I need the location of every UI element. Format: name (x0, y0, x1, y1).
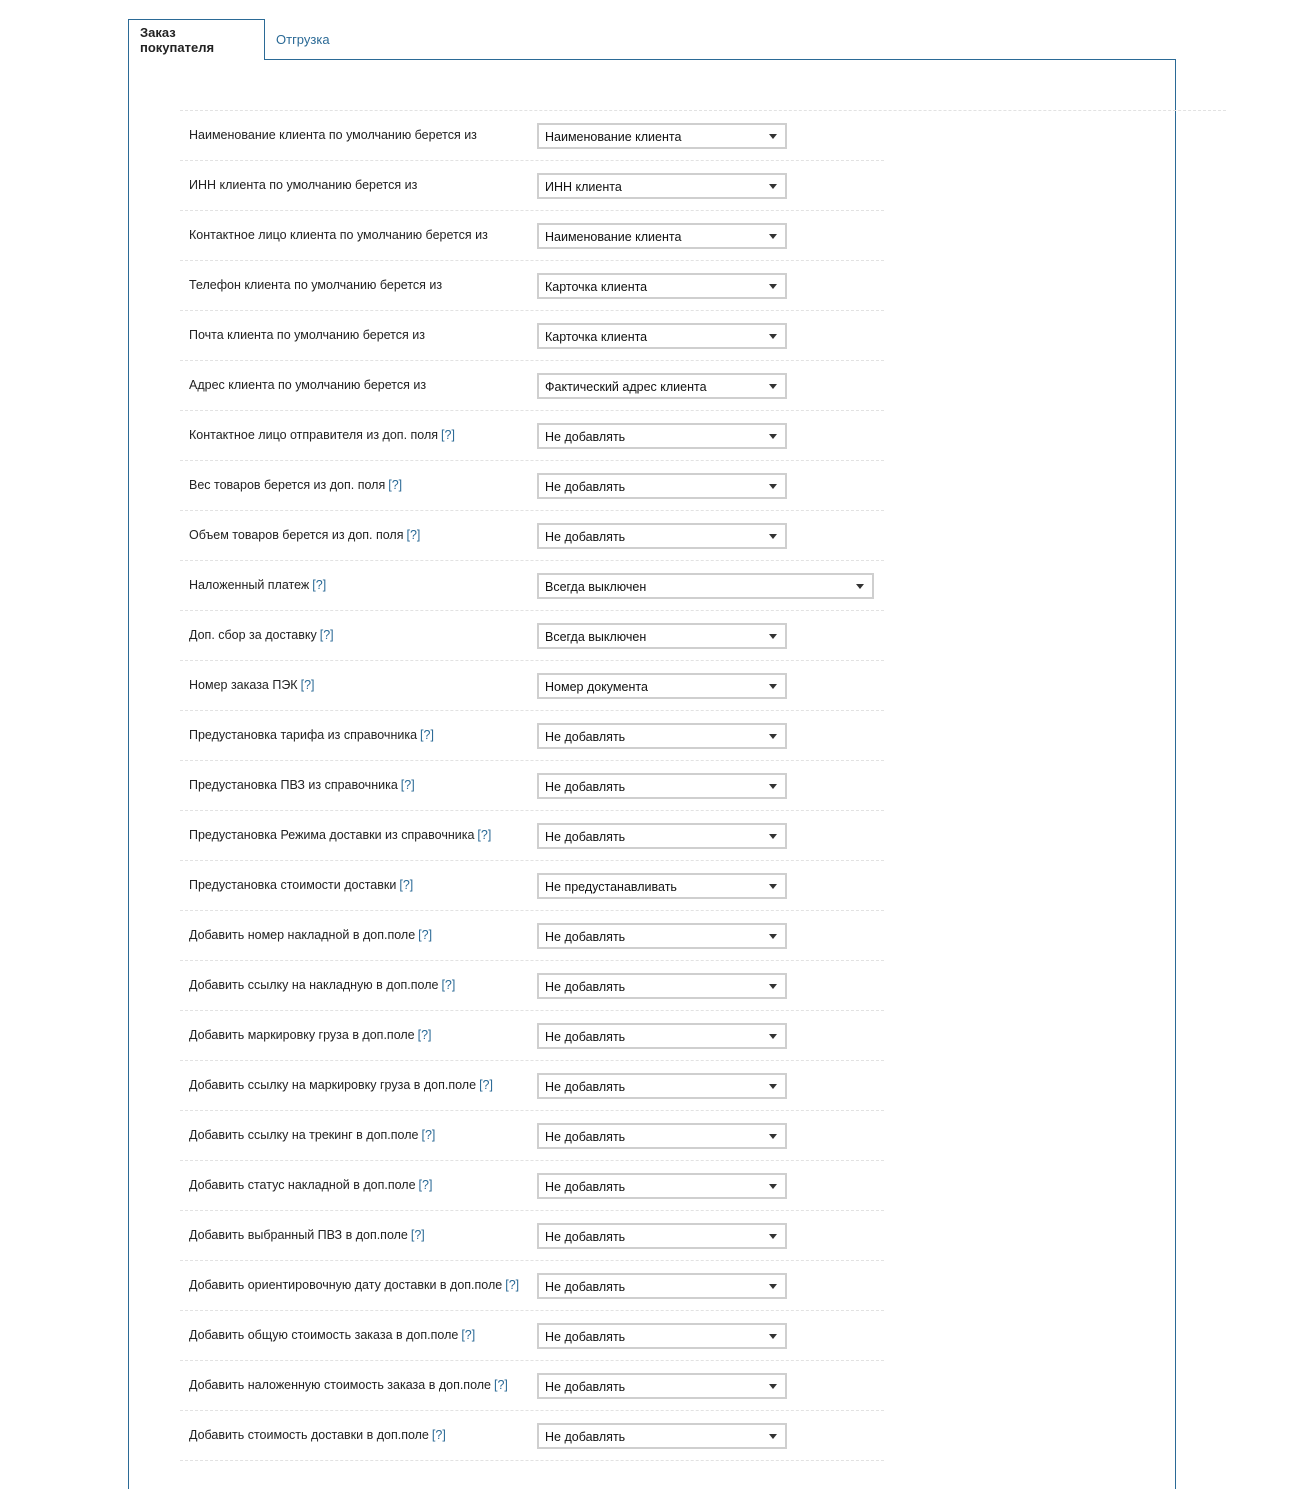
setting-label-text: Номер заказа ПЭК (189, 678, 298, 692)
setting-select[interactable] (537, 123, 787, 149)
setting-row (180, 861, 884, 911)
setting-row (180, 1111, 884, 1161)
select-value: Не добавлять (545, 430, 626, 444)
setting-select[interactable] (537, 973, 787, 999)
help-link[interactable]: [?] (410, 1228, 425, 1242)
setting-label-text: Добавить наложенную стоимость заказа в доп.поле (189, 1378, 491, 1392)
setting-row (180, 311, 884, 361)
help-link[interactable]: [?] (388, 478, 403, 492)
select-value: Не добавлять (545, 730, 626, 744)
caret-down-icon (769, 434, 777, 439)
select-value: Не добавлять (545, 1330, 626, 1344)
setting-select[interactable] (537, 923, 787, 949)
select-value: Не добавлять (545, 480, 626, 494)
help-link[interactable]: [?] (418, 1178, 433, 1192)
setting-label (189, 578, 326, 592)
help-link[interactable]: [?] (479, 1078, 493, 1092)
setting-label-text: Наложенный платеж (189, 578, 310, 592)
setting-row (180, 561, 884, 611)
setting-row (180, 211, 884, 261)
caret-down-icon (769, 1334, 777, 1339)
setting-label (189, 878, 413, 892)
setting-label-text: Добавить ориентировочную дату доставки в доп.поле (189, 1278, 503, 1292)
setting-label (189, 178, 417, 192)
setting-row (180, 1061, 884, 1111)
help-link[interactable]: [?] (300, 678, 315, 692)
help-link[interactable]: [?] (477, 828, 492, 842)
setting-label (189, 628, 334, 642)
setting-label (189, 228, 488, 242)
setting-row (180, 511, 884, 561)
settings-list (180, 111, 884, 1461)
setting-label (189, 778, 415, 792)
caret-down-icon (769, 184, 777, 189)
caret-down-icon (769, 1234, 777, 1239)
setting-row (180, 161, 884, 211)
select-value: Не добавлять (545, 1430, 626, 1444)
setting-row (180, 111, 884, 161)
caret-down-icon (769, 1134, 777, 1139)
setting-label-text: Почта клиента по умолчанию берется из (189, 328, 425, 342)
setting-row (180, 261, 884, 311)
select-value: Всегда выключен (545, 580, 647, 594)
setting-label (189, 1428, 446, 1442)
caret-down-icon (769, 134, 777, 139)
select-value: Не добавлять (545, 1080, 626, 1094)
setting-select[interactable] (537, 1173, 787, 1199)
setting-row (180, 811, 884, 861)
setting-label (189, 328, 425, 342)
help-link[interactable]: [?] (441, 978, 456, 992)
select-value: Не добавлять (545, 1380, 626, 1394)
setting-select[interactable] (537, 823, 787, 849)
help-link[interactable]: [?] (505, 1278, 520, 1292)
select-value: Карточка клиента (545, 280, 648, 294)
caret-down-icon (769, 1084, 777, 1089)
setting-select[interactable] (537, 873, 787, 899)
setting-row (180, 1261, 884, 1311)
setting-label-text: Предустановка Режима доставки из справочника (189, 828, 475, 842)
setting-select[interactable] (537, 723, 787, 749)
caret-down-icon (769, 334, 777, 339)
setting-label (189, 1278, 519, 1292)
setting-select[interactable] (537, 623, 787, 649)
caret-down-icon (769, 484, 777, 489)
setting-label (189, 1028, 432, 1042)
setting-row (180, 611, 884, 661)
setting-select[interactable] (537, 773, 787, 799)
setting-label-text: Телефон клиента по умолчанию берется из (189, 278, 443, 292)
setting-select[interactable] (537, 1373, 787, 1399)
select-value: Номер документа (545, 680, 648, 694)
setting-label-text: Вес товаров берется из доп. поля (189, 478, 386, 492)
setting-label (189, 828, 491, 842)
setting-label-text: Добавить стоимость доставки в доп.поле (189, 1428, 429, 1442)
setting-select[interactable] (537, 1073, 787, 1099)
setting-row (180, 1011, 884, 1061)
setting-label (189, 1378, 508, 1392)
setting-label-text: Объем товаров берется из доп. поля (189, 528, 404, 542)
setting-label (189, 678, 315, 692)
caret-down-icon (769, 784, 777, 789)
setting-label (189, 928, 432, 942)
select-value: Карточка клиента (545, 330, 648, 344)
help-link[interactable]: [?] (406, 528, 421, 542)
setting-label (189, 1328, 475, 1342)
setting-label-text: Добавить ссылку на маркировку груза в доп.поле (189, 1078, 477, 1092)
select-value: Не добавлять (545, 1030, 626, 1044)
setting-label (189, 378, 426, 392)
setting-select[interactable] (537, 1423, 787, 1449)
help-link[interactable]: [?] (312, 578, 327, 592)
caret-down-icon (769, 734, 777, 739)
setting-select[interactable] (537, 1223, 787, 1249)
setting-label (189, 1228, 425, 1242)
setting-select[interactable] (537, 473, 787, 499)
caret-down-icon (769, 384, 777, 389)
setting-label-text: Добавить статус накладной в доп.поле (189, 1178, 416, 1192)
tab-shipment[interactable]: Отгрузка (276, 31, 330, 47)
help-link[interactable]: [?] (461, 1328, 476, 1342)
setting-label-text: Предустановка стоимости доставки (189, 878, 397, 892)
setting-label-text: Добавить общую стоимость заказа в доп.поле (189, 1328, 459, 1342)
setting-select[interactable] (537, 373, 787, 399)
select-value: Не добавлять (545, 530, 626, 544)
setting-select[interactable] (537, 1123, 787, 1149)
setting-label-text: Предустановка ПВЗ из справочника (189, 778, 398, 792)
select-value: Не добавлять (545, 930, 626, 944)
caret-down-icon (769, 234, 777, 239)
caret-down-icon (856, 584, 864, 589)
setting-select[interactable] (537, 423, 787, 449)
select-value: Не добавлять (545, 980, 626, 994)
select-value: ИНН клиента (545, 180, 622, 194)
help-link[interactable]: [?] (400, 778, 415, 792)
tab-customer-order[interactable]: Заказ покупателя (128, 19, 265, 60)
setting-label-text: Добавить номер накладной в доп.поле (189, 928, 416, 942)
caret-down-icon (769, 1034, 777, 1039)
select-value: Не добавлять (545, 830, 626, 844)
setting-label (189, 1128, 435, 1142)
caret-down-icon (769, 834, 777, 839)
help-link[interactable]: [?] (319, 628, 334, 642)
setting-row (180, 461, 884, 511)
setting-row (180, 761, 884, 811)
setting-label-text: Добавить ссылку на накладную в доп.поле (189, 978, 439, 992)
help-link[interactable]: [?] (441, 428, 455, 442)
select-value: Не предустанавливать (545, 880, 677, 894)
setting-select[interactable] (537, 523, 787, 549)
setting-label (189, 528, 420, 542)
setting-label-text: Адрес клиента по умолчанию берется из (189, 378, 427, 392)
help-link[interactable]: [?] (494, 1378, 508, 1392)
setting-label (189, 278, 442, 292)
help-link[interactable]: [?] (417, 1028, 432, 1042)
setting-label (189, 978, 455, 992)
setting-select[interactable] (537, 1323, 787, 1349)
select-value: Всегда выключен (545, 630, 647, 644)
caret-down-icon (769, 934, 777, 939)
setting-label (189, 728, 434, 742)
help-link[interactable]: [?] (431, 1428, 446, 1442)
select-value: Наименование клиента (545, 230, 682, 244)
help-link[interactable]: [?] (420, 728, 434, 742)
setting-label-text: Доп. сбор за доставку (189, 628, 317, 642)
caret-down-icon (769, 884, 777, 889)
setting-row (180, 961, 884, 1011)
setting-label (189, 478, 402, 492)
setting-select[interactable] (537, 1023, 787, 1049)
setting-label-text: Контактное лицо отправителя из доп. поля (189, 428, 439, 442)
setting-label (189, 1178, 432, 1192)
help-link[interactable]: [?] (418, 928, 433, 942)
setting-row (180, 911, 884, 961)
setting-row (180, 1311, 884, 1361)
setting-select[interactable] (537, 673, 787, 699)
select-value: Не добавлять (545, 1180, 626, 1194)
select-value: Не добавлять (545, 1230, 626, 1244)
setting-label-text: ИНН клиента по умолчанию берется из (189, 178, 418, 192)
caret-down-icon (769, 1384, 777, 1389)
caret-down-icon (769, 984, 777, 989)
setting-select[interactable] (537, 1273, 787, 1299)
caret-down-icon (769, 1284, 777, 1289)
tab-bar (128, 19, 341, 60)
setting-row (180, 711, 884, 761)
setting-label-text: Добавить ссылку на трекинг в доп.поле (189, 1128, 419, 1142)
setting-row (180, 661, 884, 711)
setting-label-text: Наименование клиента по умолчанию берется из (189, 128, 477, 142)
select-value: Не добавлять (545, 1280, 626, 1294)
caret-down-icon (769, 1434, 777, 1439)
setting-label-text: Добавить маркировку груза в доп.поле (189, 1028, 415, 1042)
caret-down-icon (769, 534, 777, 539)
setting-select[interactable] (537, 573, 874, 599)
help-link[interactable]: [?] (421, 1128, 436, 1142)
setting-select[interactable] (537, 323, 787, 349)
setting-row (180, 361, 884, 411)
setting-label (189, 128, 477, 142)
caret-down-icon (769, 1184, 777, 1189)
setting-select[interactable] (537, 273, 787, 299)
setting-label-text: Добавить выбранный ПВЗ в доп.поле (189, 1228, 408, 1242)
setting-label (189, 1078, 493, 1092)
caret-down-icon (769, 284, 777, 289)
setting-select[interactable] (537, 223, 787, 249)
setting-label-text: Контактное лицо клиента по умолчанию берется из (189, 228, 488, 242)
select-value: Наименование клиента (545, 130, 682, 144)
caret-down-icon (769, 684, 777, 689)
select-value: Не добавлять (545, 780, 626, 794)
setting-label-text: Предустановка тарифа из справочника (189, 728, 418, 742)
caret-down-icon (769, 634, 777, 639)
setting-row (180, 411, 884, 461)
setting-select[interactable] (537, 173, 787, 199)
setting-row (180, 1411, 884, 1461)
setting-row (180, 1211, 884, 1261)
select-value: Не добавлять (545, 1130, 626, 1144)
setting-label (189, 428, 455, 442)
setting-row (180, 1361, 884, 1411)
help-link[interactable]: [?] (399, 878, 414, 892)
setting-row (180, 1161, 884, 1211)
select-value: Фактический адрес клиента (545, 380, 707, 394)
